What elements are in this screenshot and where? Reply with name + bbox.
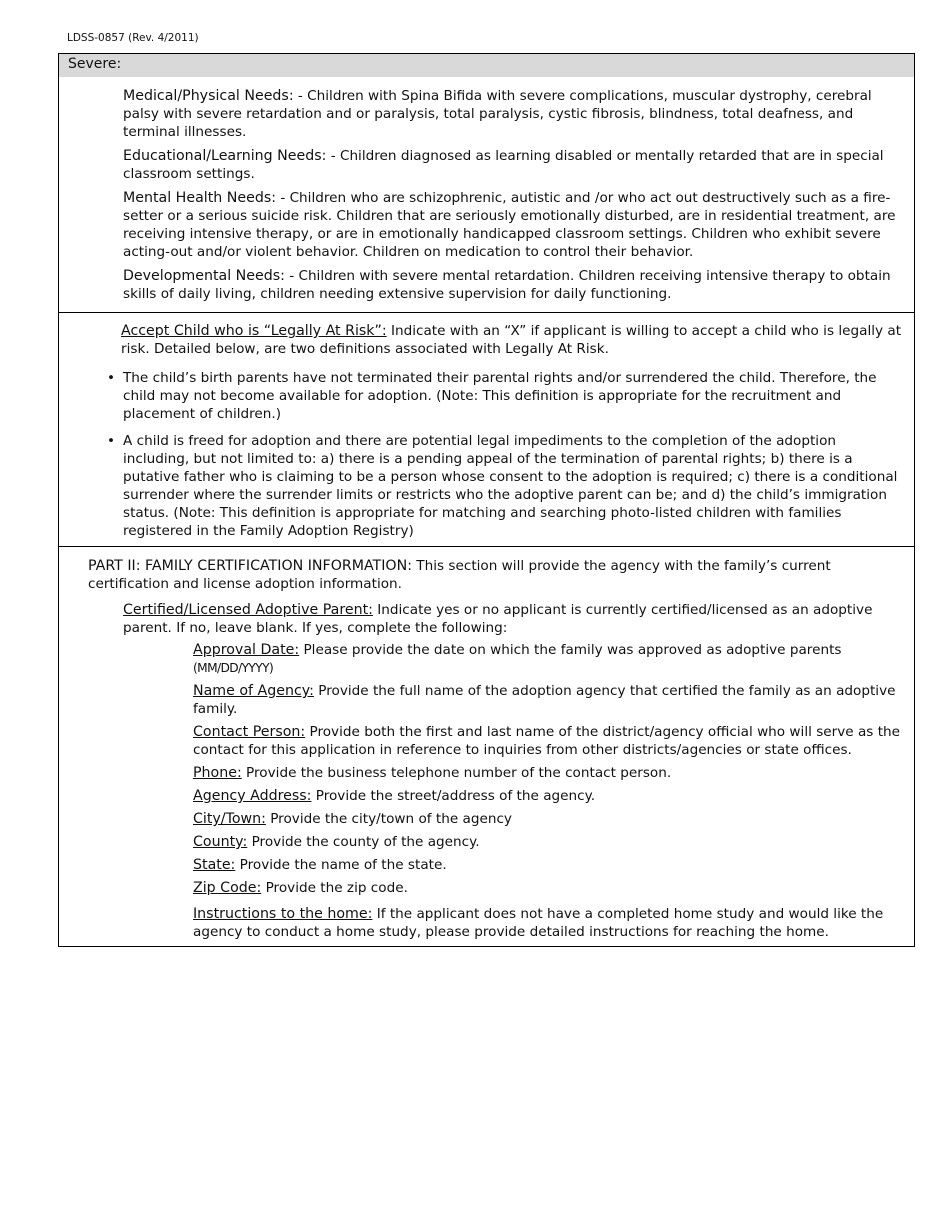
bullet-text: A child is freed for adoption and there are potential legal impediments to the completion of the adoption including, but not limited to: a) there is a pending appeal of the termination of parental rights; b) there is a putative father who is claiming to be a person whose consent to the adoption is required; c) there is a conditional surrender where the surrender limits or restricts who the adoptive parent can be; and d) the child’s immigration status. (Note: This definition is appropriate for matching and searching photo-listed children with families registered in the Family Adoption Registry) <box>123 433 898 539</box>
developmental-needs-paragraph <box>123 267 900 303</box>
form-id: LDSS-0857 (Rev. 4/2011) <box>67 32 199 44</box>
county-title: County: <box>193 834 248 850</box>
medical-needs-text: - Children with Spina Bifida with severe complications, muscular dystrophy, cerebral palsy with severe retardation and or paralysis, total paralysis, cystic fibrosis, blindness, total deafness, and terminal illnesses. <box>123 88 872 140</box>
approval-date-item <box>193 641 900 677</box>
legal-risk-paragraph <box>121 322 906 358</box>
developmental-needs-title: Developmental Needs: <box>123 268 285 284</box>
state-text: Provide the name of the state. <box>235 857 447 873</box>
educational-needs-text: - Children diagnosed as learning disabled or mentally retarded that are in special classroom settings. <box>123 148 884 182</box>
contact-person-text: Provide both the first and last name of the district/agency official who will serve as the contact for this application in reference to inquiries from other districts/agencies or state offices. <box>193 724 901 758</box>
zip-code-text: Provide the zip code. <box>261 880 408 896</box>
phone-text: Provide the business telephone number of the contact person. <box>241 765 672 781</box>
educational-needs-paragraph <box>123 147 900 183</box>
city-town-text: Provide the city/town of the agency <box>265 811 512 827</box>
phone-item <box>193 764 900 782</box>
agency-address-item <box>193 787 900 805</box>
bullet-icon: • <box>107 433 116 449</box>
educational-needs-title: Educational/Learning Needs: <box>123 148 327 164</box>
part2-section <box>59 546 914 946</box>
medical-needs-paragraph <box>123 87 900 141</box>
certification-fields <box>193 641 900 941</box>
legal-risk-bullet-1 <box>107 369 906 423</box>
zip-code-title: Zip Code: <box>193 880 262 896</box>
city-town-item <box>193 810 900 828</box>
part2-paragraph <box>88 557 900 593</box>
legal-risk-section <box>59 312 914 546</box>
bullet-icon: • <box>107 370 116 386</box>
severe-heading: Severe: <box>59 54 914 77</box>
agency-name-text: Provide the full name of the adoption agency that certified the family as an adoptive family. <box>193 683 896 717</box>
mental-health-needs-paragraph <box>123 189 900 261</box>
certified-block <box>123 601 900 941</box>
mental-health-needs-text: - Children who are schizophrenic, autistic and /or who act out destructively such as a fire-setter or a serious suicide risk. Children that are seriously emotionally disturbed, are in residential treatment, are receiving intensive therapy, or are in emotionally handicapped classroom settings. Children who exhibit severe acting-out and/or violent behavior. Children on medication to control their behavior. <box>123 190 896 260</box>
certified-text: Indicate yes or no applicant is currently certified/licensed as an adoptive parent. If no, leave blank. If yes, complete the following: <box>123 602 873 636</box>
part2-text: This section will provide the agency with the family’s current certification and license adoption information. <box>88 558 831 592</box>
instructions-frame <box>58 53 915 947</box>
agency-address-title: Agency Address: <box>193 788 312 804</box>
phone-title: Phone: <box>193 765 242 781</box>
mental-health-needs-title: Mental Health Needs: <box>123 190 277 206</box>
instructions-item <box>193 905 900 941</box>
bullet-text: The child’s birth parents have not terminated their parental rights and/or surrendered the child. Therefore, the child may not become available for adoption. (Note: This definition is appropriate for the recruitment and placement of children.) <box>123 370 877 422</box>
state-title: State: <box>193 857 236 873</box>
state-item <box>193 856 900 874</box>
instructions-title: Instructions to the home: <box>193 906 373 922</box>
agency-name-title: Name of Agency: <box>193 683 314 699</box>
agency-address-text: Provide the street/address of the agency. <box>311 788 596 804</box>
approval-date-text: Please provide the date on which the family was approved as adoptive parents <box>299 642 842 658</box>
city-town-title: City/Town: <box>193 811 266 827</box>
severe-section <box>59 77 914 312</box>
certified-paragraph <box>123 601 900 637</box>
county-item <box>193 833 900 851</box>
instructions-text: If the applicant does not have a completed home study and would like the agency to conduct a home study, please provide detailed instructions for reaching the home. <box>193 906 884 940</box>
part2-title: PART II: FAMILY CERTIFICATION INFORMATION: <box>88 558 412 574</box>
approval-date-title: Approval Date: <box>193 642 300 658</box>
developmental-needs-text: - Children with severe mental retardation. Children receiving intensive therapy to obtain skills of daily living, children needing extensive supervision for daily functioning. <box>123 268 891 302</box>
contact-person-item <box>193 723 900 759</box>
medical-needs-title: Medical/Physical Needs: <box>123 88 294 104</box>
legal-risk-bullet-2 <box>107 432 906 540</box>
certified-title: Certified/Licensed Adoptive Parent: <box>123 602 373 618</box>
legal-risk-text: Indicate with an “X” if applicant is willing to accept a child who is legally at risk. Detailed below, are two definitions associated with Legally At Risk. <box>121 323 902 357</box>
contact-person-title: Contact Person: <box>193 724 306 740</box>
zip-code-item <box>193 879 900 897</box>
county-text: Provide the county of the agency. <box>247 834 480 850</box>
agency-name-item <box>193 682 900 718</box>
legal-risk-title: Accept Child who is “Legally At Risk”: <box>121 323 387 339</box>
approval-date-format: (MM/DD/YYYY) <box>193 661 274 675</box>
